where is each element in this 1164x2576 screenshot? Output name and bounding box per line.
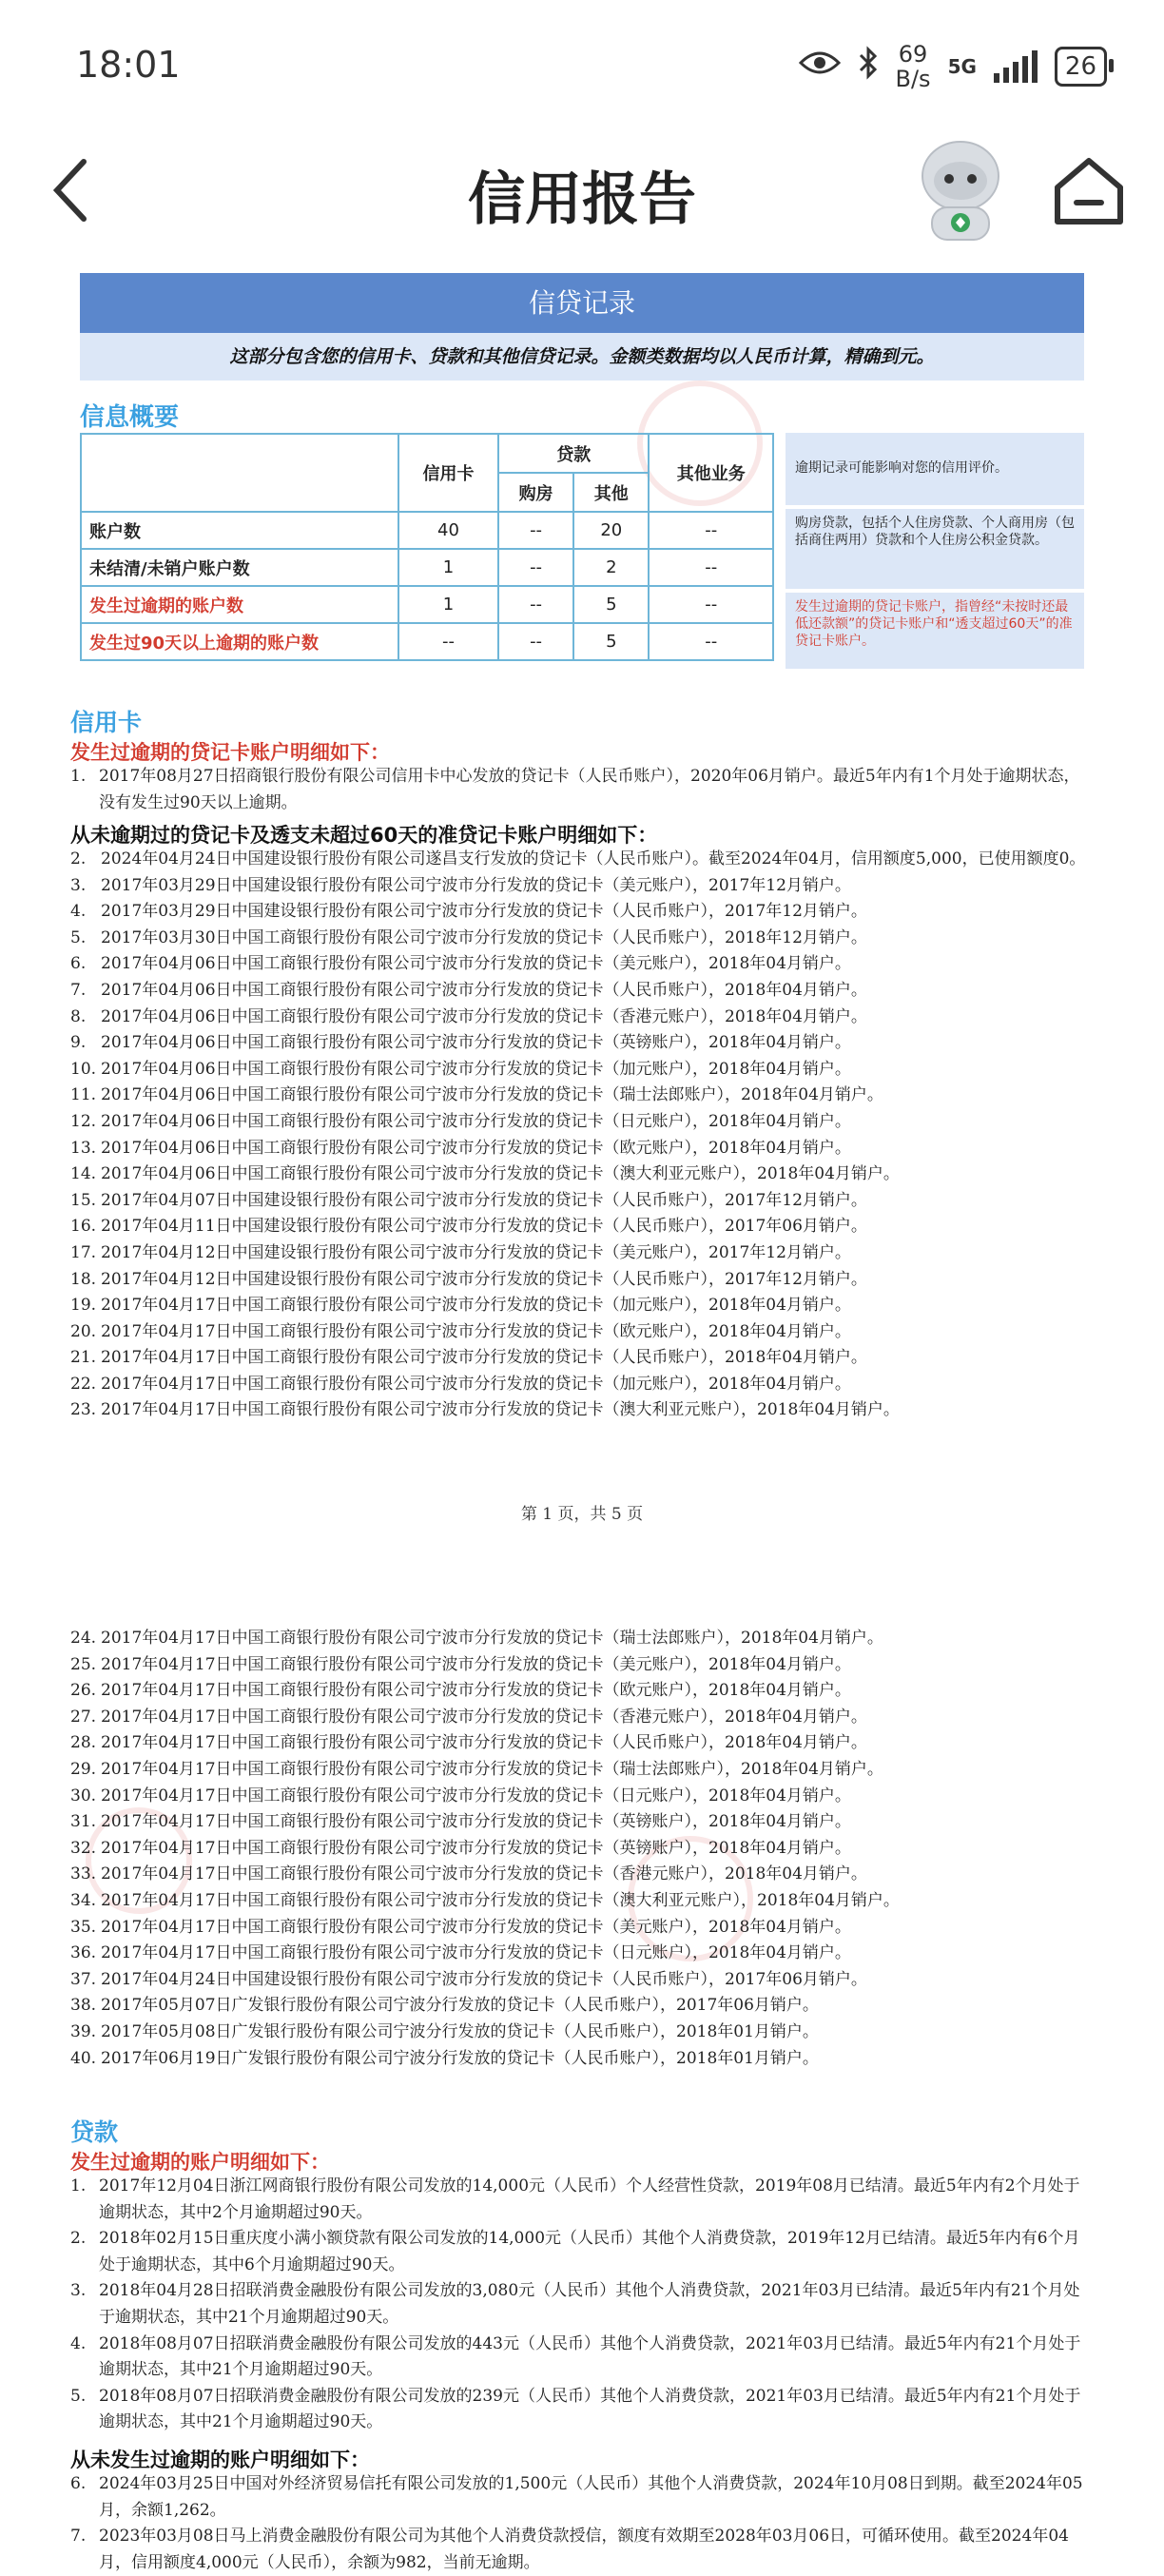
table-cell: -- bbox=[649, 549, 773, 586]
list-item-text: 2018年02月15日重庆度小满小额贷款有限公司发放的14,000元（人民币）其他个人消费贷款，2019年12月已结清。最近5年内有6个月处于逾期状态，其中6个月逾期超过90天。 bbox=[99, 2229, 1080, 2274]
list-item bbox=[70, 2020, 1094, 2046]
loan-overdue-heading: 发生过逾期的账户明细如下： bbox=[70, 2151, 330, 2174]
list-item-text: 2017年04月17日中国工商银行股份有限公司宁波市分行发放的贷记卡（加元账户），2018年04月销户。 bbox=[101, 1374, 851, 1394]
robot-mascot-icon[interactable] bbox=[903, 133, 1018, 247]
net-speed bbox=[896, 42, 931, 91]
list-item-number: 18. bbox=[70, 1269, 97, 1289]
table-cell: -- bbox=[649, 586, 773, 623]
bluetooth-icon bbox=[858, 46, 879, 88]
table-cell: 5 bbox=[573, 586, 649, 623]
list-item-number: 26. bbox=[70, 1681, 97, 1701]
col-credit-card: 信用卡 bbox=[398, 434, 498, 512]
list-item bbox=[70, 2174, 1094, 2226]
list-item-text: 2017年04月17日中国工商银行股份有限公司宁波市分行发放的贷记卡（澳大利亚元账户），2018年04月销户。 bbox=[101, 1890, 900, 1910]
table-cell: -- bbox=[498, 512, 573, 549]
list-item bbox=[70, 1836, 1094, 1863]
list-item-number: 9. bbox=[70, 1033, 87, 1053]
table-cell: 2 bbox=[573, 549, 649, 586]
list-item-text: 2017年04月17日中国工商银行股份有限公司宁波市分行发放的贷记卡（美元账户），2018年04月销户。 bbox=[101, 1917, 851, 1937]
list-item-text: 2017年05月07日广发银行股份有限公司宁波分行发放的贷记卡（人民币账户），2017年06月销户。 bbox=[101, 1996, 819, 2016]
list-item bbox=[70, 951, 1094, 978]
list-item bbox=[70, 2278, 1094, 2331]
list-item bbox=[70, 1862, 1094, 1888]
list-item-number: 38. bbox=[70, 1996, 97, 2016]
list-item bbox=[70, 1941, 1094, 1967]
note-overdue-impact: 逾期记录可能影响对您的信用评价。 bbox=[786, 433, 1084, 505]
row-label: 账户数 bbox=[81, 512, 398, 549]
list-item-number: 33. bbox=[70, 1864, 97, 1884]
home-icon bbox=[1046, 147, 1132, 233]
list-item-text: 2017年04月17日中国工商银行股份有限公司宁波市分行发放的贷记卡（人民币账户），2018年04月销户。 bbox=[101, 1733, 867, 1753]
list-item-text: 2017年04月17日中国工商银行股份有限公司宁波市分行发放的贷记卡（加元账户），2018年04月销户。 bbox=[101, 1296, 851, 1316]
list-item-number: 11. bbox=[70, 1085, 97, 1105]
list-item-number: 6. bbox=[70, 2474, 87, 2493]
list-item-text: 2017年04月24日中国建设银行股份有限公司宁波市分行发放的贷记卡（人民币账户），2017年06月销户。 bbox=[101, 1969, 867, 1989]
credit-card-continued-list bbox=[70, 1626, 1094, 2072]
list-item bbox=[70, 1188, 1094, 1215]
list-item-number: 34. bbox=[70, 1890, 97, 1910]
list-item bbox=[70, 1993, 1094, 2020]
list-item bbox=[70, 1652, 1094, 1679]
list-item bbox=[70, 1057, 1094, 1083]
list-item bbox=[70, 2226, 1094, 2278]
overview-notes bbox=[786, 433, 1084, 673]
list-item-text: 2017年04月17日中国工商银行股份有限公司宁波市分行发放的贷记卡（人民币账户），2018年04月销户。 bbox=[101, 1348, 867, 1368]
col-other-business: 其他业务 bbox=[649, 434, 773, 512]
list-item bbox=[70, 926, 1094, 952]
list-item-number: 24. bbox=[70, 1629, 97, 1648]
table-row bbox=[81, 512, 773, 549]
list-item-text: 2017年08月27日招商银行股份有限公司信用卡中心发放的贷记卡（人民币账户），2020年06月销户。最近5年内有1个月处于逾期状态，没有发生过90天以上逾期。 bbox=[99, 767, 1080, 812]
page-number: 第 1 页，共 5 页 bbox=[520, 1505, 644, 1524]
list-item-text: 2017年04月17日中国工商银行股份有限公司宁波市分行发放的贷记卡（香港元账户），2018年04月销户。 bbox=[101, 1864, 867, 1884]
list-item-number: 28. bbox=[70, 1733, 97, 1753]
note-housing-loan: 购房贷款，包括个人住房贷款、个人商用房（包括商住两用）贷款和个人住房公积金贷款。 bbox=[786, 509, 1084, 589]
list-item-number: 40. bbox=[70, 2048, 97, 2068]
list-item-number: 2. bbox=[70, 2229, 87, 2249]
list-item bbox=[70, 1915, 1094, 1942]
battery-icon bbox=[1055, 47, 1107, 87]
row-label: 发生过90天以上逾期的账户数 bbox=[81, 623, 398, 660]
list-item bbox=[70, 847, 1094, 873]
list-item-text: 2017年04月06日中国工商银行股份有限公司宁波市分行发放的贷记卡（香港元账户），2018年04月销户。 bbox=[101, 1006, 867, 1026]
list-item-number: 22. bbox=[70, 1374, 97, 1394]
list-item-text: 2018年08月07日招联消费金融股份有限公司发放的239元（人民币）其他个人消费贷款，2021年03月已结清。最近5年内有21个月处于逾期状态，其中21个月逾期超过90天。 bbox=[99, 2386, 1081, 2432]
list-item bbox=[70, 1083, 1094, 1109]
col-loan-other: 其他 bbox=[573, 473, 649, 512]
list-item bbox=[70, 1030, 1094, 1057]
list-item-text: 2017年04月17日中国工商银行股份有限公司宁波市分行发放的贷记卡（瑞士法郎账户），2018年04月销户。 bbox=[101, 1629, 883, 1648]
list-item-number: 21. bbox=[70, 1348, 97, 1368]
list-item-number: 16. bbox=[70, 1217, 97, 1237]
list-item bbox=[70, 1267, 1094, 1294]
credit-card-normal-heading: 从未逾期过的贷记卡及透支未超过60天的准贷记卡账户明细如下： bbox=[70, 824, 658, 847]
list-item-text: 2017年04月17日中国工商银行股份有限公司宁波市分行发放的贷记卡（澳大利亚元账户），2018年04月销户。 bbox=[101, 1400, 900, 1420]
list-item-text: 2017年04月17日中国工商银行股份有限公司宁波市分行发放的贷记卡（瑞士法郎账户），2018年04月销户。 bbox=[101, 1759, 883, 1779]
table-row bbox=[81, 549, 773, 586]
section-banner: 信贷记录 bbox=[80, 273, 1084, 333]
list-item-text: 2017年12月04日浙江网商银行股份有限公司发放的14,000元（人民币）个人经营性贷款，2019年08月已结清。最近5年内有2个月处于逾期状态，其中2个月逾期超过90天。 bbox=[99, 2176, 1080, 2222]
list-item-number: 23. bbox=[70, 1400, 97, 1420]
col-loan-house: 购房 bbox=[498, 473, 573, 512]
list-item bbox=[70, 1757, 1094, 1784]
table-cell: 40 bbox=[398, 512, 498, 549]
table-cell: 1 bbox=[398, 549, 498, 586]
table-cell: -- bbox=[649, 623, 773, 660]
table-cell: -- bbox=[498, 586, 573, 623]
list-item-number: 32. bbox=[70, 1838, 97, 1858]
credit-card-overdue-heading: 发生过逾期的贷记卡账户明细如下： bbox=[70, 741, 390, 764]
list-item-number: 5. bbox=[70, 2386, 87, 2406]
list-item bbox=[70, 1888, 1094, 1915]
list-item-text: 2017年04月06日中国工商银行股份有限公司宁波市分行发放的贷记卡（欧元账户），2018年04月销户。 bbox=[101, 1138, 851, 1158]
list-item-number: 36. bbox=[70, 1943, 97, 1963]
note-overdue-definition: 发生过逾期的贷记卡账户，指曾经“未按时还最低还款额”的贷记卡账户和“透支超过60天”的准贷记卡账户。 bbox=[786, 593, 1084, 669]
net-speed-value: 69 bbox=[898, 41, 928, 68]
list-item bbox=[70, 1136, 1094, 1162]
list-item bbox=[70, 1240, 1094, 1267]
list-item bbox=[70, 2332, 1094, 2384]
table-cell: -- bbox=[398, 623, 498, 660]
list-item bbox=[70, 978, 1094, 1005]
table-cell: -- bbox=[649, 512, 773, 549]
list-item-number: 1. bbox=[70, 2176, 87, 2195]
list-item bbox=[70, 1161, 1094, 1188]
list-item bbox=[70, 1809, 1094, 1836]
page-title: 信用报告 bbox=[468, 166, 696, 233]
eye-icon bbox=[799, 49, 841, 84]
list-item bbox=[70, 899, 1094, 926]
credit-report-document bbox=[0, 247, 1164, 2572]
list-item-text: 2017年06月19日广发银行股份有限公司宁波分行发放的贷记卡（人民币账户），2018年01月销户。 bbox=[101, 2048, 819, 2068]
list-item bbox=[70, 764, 1094, 816]
list-item-text: 2017年04月11日中国建设银行股份有限公司宁波市分行发放的贷记卡（人民币账户），2017年06月销户。 bbox=[101, 1217, 867, 1237]
credit-card-title: 信用卡 bbox=[70, 709, 143, 736]
list-item-number: 17. bbox=[70, 1242, 97, 1262]
list-item-text: 2017年04月06日中国工商银行股份有限公司宁波市分行发放的贷记卡（瑞士法郎账户），2018年04月销户。 bbox=[101, 1085, 883, 1105]
list-item-text: 2017年04月17日中国工商银行股份有限公司宁波市分行发放的贷记卡（美元账户），2018年04月销户。 bbox=[101, 1654, 851, 1674]
list-item bbox=[70, 1678, 1094, 1705]
list-item-text: 2017年04月17日中国工商银行股份有限公司宁波市分行发放的贷记卡（英镑账户），2018年04月销户。 bbox=[101, 1812, 851, 1832]
network-type: 5G bbox=[947, 55, 977, 78]
list-item-text: 2017年03月29日中国建设银行股份有限公司宁波市分行发放的贷记卡（人民币账户），2017年12月销户。 bbox=[101, 902, 867, 922]
list-item-number: 2. bbox=[70, 849, 87, 868]
list-item bbox=[70, 1397, 1094, 1424]
list-item-number: 27. bbox=[70, 1707, 97, 1727]
list-item-text: 2018年08月07日招联消费金融股份有限公司发放的443元（人民币）其他个人消费贷款，2021年03月已结清。最近5年内有21个月处于逾期状态，其中21个月逾期超过90天。 bbox=[99, 2333, 1081, 2380]
list-item bbox=[70, 2471, 1094, 2524]
list-item-number: 3. bbox=[70, 2281, 87, 2301]
list-item-text: 2017年04月07日中国建设银行股份有限公司宁波市分行发放的贷记卡（人民币账户），2017年12月销户。 bbox=[101, 1190, 867, 1210]
status-bar bbox=[0, 0, 1164, 133]
overview-table bbox=[80, 433, 774, 661]
table-cell: 5 bbox=[573, 623, 649, 660]
status-time: 18:01 bbox=[76, 44, 181, 86]
list-item-number: 39. bbox=[70, 2021, 97, 2041]
list-item-text: 2018年04月28日招联消费金融股份有限公司发放的3,080元（人民币）其他个人消费贷款，2021年03月已结清。最近5年内有21个月处于逾期状态，其中21个月逾期超过90天。 bbox=[99, 2281, 1080, 2327]
list-item-number: 4. bbox=[70, 902, 87, 922]
list-item-number: 8. bbox=[70, 1006, 87, 1026]
table-corner bbox=[81, 434, 398, 512]
list-item-text: 2024年04月24日中国建设银行股份有限公司遂昌支行发放的贷记卡（人民币账户）。截至2024年04月，信用额度5,000，已使用额度0。 bbox=[101, 849, 1086, 868]
list-item bbox=[70, 1214, 1094, 1240]
table-cell: -- bbox=[498, 623, 573, 660]
section-banner-subtitle: 这部分包含您的信用卡、贷款和其他信贷记录。金额类数据均以人民币计算，精确到元。 bbox=[80, 333, 1084, 381]
list-item bbox=[70, 2046, 1094, 2073]
list-item-number: 29. bbox=[70, 1759, 97, 1779]
loan-title: 贷款 bbox=[70, 2118, 119, 2146]
table-cell: 1 bbox=[398, 586, 498, 623]
list-item-number: 6. bbox=[70, 954, 87, 974]
col-loan: 贷款 bbox=[498, 434, 649, 473]
list-item-text: 2017年04月06日中国工商银行股份有限公司宁波市分行发放的贷记卡（加元账户），2018年04月销户。 bbox=[101, 1059, 851, 1079]
list-item-number: 4. bbox=[70, 2333, 87, 2353]
list-item-text: 2017年04月06日中国工商银行股份有限公司宁波市分行发放的贷记卡（美元账户），2018年04月销户。 bbox=[101, 954, 851, 974]
list-item-text: 2017年03月29日中国建设银行股份有限公司宁波市分行发放的贷记卡（美元账户），2017年12月销户。 bbox=[101, 875, 851, 895]
list-item bbox=[70, 1730, 1094, 1757]
signal-icon bbox=[994, 50, 1038, 83]
list-item bbox=[70, 1109, 1094, 1136]
list-item-number: 1. bbox=[70, 767, 87, 786]
list-item bbox=[70, 1626, 1094, 1652]
list-item-text: 2017年05月08日广发银行股份有限公司宁波分行发放的贷记卡（人民币账户），2018年01月销户。 bbox=[101, 2021, 819, 2041]
list-item-text: 2017年04月12日中国建设银行股份有限公司宁波市分行发放的贷记卡（美元账户），2017年12月销户。 bbox=[101, 1242, 851, 1262]
table-cell: -- bbox=[498, 549, 573, 586]
list-item bbox=[70, 1967, 1094, 1994]
list-item-number: 5. bbox=[70, 927, 87, 947]
list-item bbox=[70, 1319, 1094, 1346]
list-item-text: 2023年03月08日马上消费金融股份有限公司为其他个人消费贷款授信，额度有效期至2028年03月06日，可循环使用。截至2024年04月，信用额度4,000元（人民币），余额为982，当前无逾期。 bbox=[99, 2527, 1069, 2572]
list-item-text: 2017年04月17日中国工商银行股份有限公司宁波市分行发放的贷记卡（英镑账户），2018年04月销户。 bbox=[101, 1838, 851, 1858]
list-item-number: 14. bbox=[70, 1164, 97, 1184]
table-cell: 20 bbox=[573, 512, 649, 549]
list-item-text: 2017年04月06日中国工商银行股份有限公司宁波市分行发放的贷记卡（日元账户），2018年04月销户。 bbox=[101, 1111, 851, 1131]
list-item bbox=[70, 1293, 1094, 1319]
loan-normal-heading: 从未发生过逾期的账户明细如下： bbox=[70, 2449, 370, 2471]
list-item-text: 2024年03月25日中国对外经济贸易信托有限公司发放的1,500元（人民币）其他个人消费贷款，2024年10月08日到期。截至2024年05月，余额1,262。 bbox=[99, 2474, 1083, 2520]
list-item bbox=[70, 1372, 1094, 1398]
list-item bbox=[70, 1005, 1094, 1031]
list-item-text: 2017年04月17日中国工商银行股份有限公司宁波市分行发放的贷记卡（日元账户），2018年04月销户。 bbox=[101, 1786, 851, 1805]
list-item-text: 2017年04月06日中国工商银行股份有限公司宁波市分行发放的贷记卡（人民币账户），2018年04月销户。 bbox=[101, 980, 867, 1000]
list-item-text: 2017年03月30日中国工商银行股份有限公司宁波市分行发放的贷记卡（人民币账户），2018年12月销户。 bbox=[101, 927, 867, 947]
loan-overdue-list bbox=[70, 2174, 1094, 2436]
list-item-number: 7. bbox=[70, 2527, 87, 2547]
list-item-number: 7. bbox=[70, 980, 87, 1000]
list-item-text: 2017年04月06日中国工商银行股份有限公司宁波市分行发放的贷记卡（英镑账户），2018年04月销户。 bbox=[101, 1033, 851, 1053]
row-label: 未结清/未销户账户数 bbox=[81, 549, 398, 586]
list-item bbox=[70, 1784, 1094, 1810]
list-item-number: 35. bbox=[70, 1917, 97, 1937]
list-item bbox=[70, 873, 1094, 900]
nav-bar bbox=[0, 133, 1164, 247]
list-item-number: 19. bbox=[70, 1296, 97, 1316]
table-row bbox=[81, 623, 773, 660]
list-item-text: 2017年04月17日中国工商银行股份有限公司宁波市分行发放的贷记卡（欧元账户），2018年04月销户。 bbox=[101, 1321, 851, 1341]
list-item-number: 37. bbox=[70, 1969, 97, 1989]
home-button[interactable] bbox=[1046, 147, 1132, 233]
table-row bbox=[81, 586, 773, 623]
list-item-number: 25. bbox=[70, 1654, 97, 1674]
list-item-text: 2017年04月06日中国工商银行股份有限公司宁波市分行发放的贷记卡（澳大利亚元账户），2018年04月销户。 bbox=[101, 1164, 900, 1184]
credit-card-overdue-list bbox=[70, 764, 1094, 816]
list-item-text: 2017年04月12日中国建设银行股份有限公司宁波市分行发放的贷记卡（人民币账户），2017年12月销户。 bbox=[101, 1269, 867, 1289]
list-item-number: 13. bbox=[70, 1138, 97, 1158]
row-label: 发生过逾期的账户数 bbox=[81, 586, 398, 623]
overview-title: 信息概要 bbox=[80, 403, 180, 432]
status-icons bbox=[799, 38, 1108, 95]
list-item-number: 15. bbox=[70, 1190, 97, 1210]
list-item bbox=[70, 1705, 1094, 1731]
credit-card-normal-list bbox=[70, 847, 1094, 1424]
list-item-number: 31. bbox=[70, 1812, 97, 1832]
battery-level: 26 bbox=[1064, 52, 1096, 81]
list-item bbox=[70, 2384, 1094, 2436]
list-item-number: 20. bbox=[70, 1321, 97, 1341]
loan-normal-list bbox=[70, 2471, 1094, 2576]
list-item-text: 2017年04月17日中国工商银行股份有限公司宁波市分行发放的贷记卡（欧元账户），2018年04月销户。 bbox=[101, 1681, 851, 1701]
list-item-text: 2017年04月17日中国工商银行股份有限公司宁波市分行发放的贷记卡（日元账户），2018年04月销户。 bbox=[101, 1943, 851, 1963]
list-item-number: 3. bbox=[70, 875, 87, 895]
list-item-number: 10. bbox=[70, 1059, 97, 1079]
net-speed-unit: B/s bbox=[895, 66, 931, 92]
list-item-text: 2017年04月17日中国工商银行股份有限公司宁波市分行发放的贷记卡（香港元账户），2018年04月销户。 bbox=[101, 1707, 867, 1727]
list-item bbox=[70, 1345, 1094, 1372]
list-item-number: 30. bbox=[70, 1786, 97, 1805]
list-item-number: 12. bbox=[70, 1111, 97, 1131]
